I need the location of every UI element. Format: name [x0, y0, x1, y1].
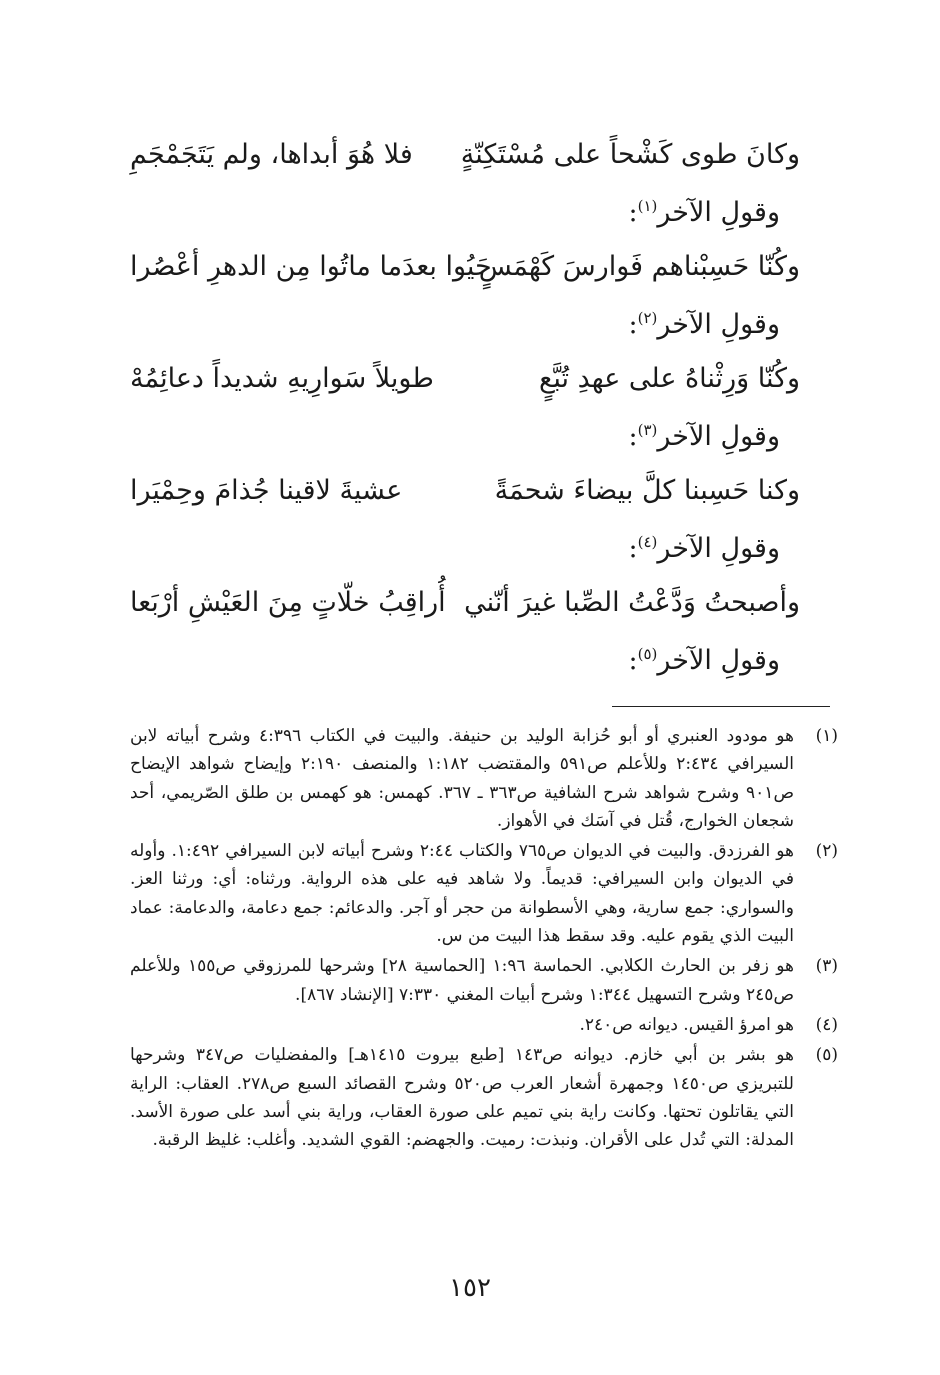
footnote-separator	[612, 706, 830, 707]
verse-5-intro	[130, 527, 800, 583]
verse-4-intro	[130, 415, 800, 471]
verse-4	[130, 471, 800, 527]
footnote-number: (١)	[815, 726, 838, 746]
footnote-text: هو الفرزدق. والبيت في الديوان ص٧٦٥ والكتاب ٢:٤٤ وشرح أبياته لابن السيرافي ١:٤٩٢. وأوله في الديوان وابن السيرافي: قديماً. ولا شاهد فيه على هذه الرواية. ورثناه: أي: ورثنا العز. والسواري: جمع سارية، وهي الأسطوانة من حجر أو آجر. والدعائم: جمع دعامة، والدعامة: عماد البيت الذي يقوم عليه. وقد سقط هذا البيت من س.	[130, 841, 795, 947]
footnote-text: هو زفر بن الحارث الكلابي. الحماسة ١:٩٦ [الحماسية ٢٨] وشرحها للمرزوقي ص١٥٥ وللأعلم ص٢٤٥ وشرح التسهيل ١:٣٤٤ وشرح أبيات المغني ٧:٣٣٠ [الإنشاد ٨٦٧].	[130, 956, 794, 1005]
verse-5-first-hemistich: وأصبحتُ وَدَّعْتُ الصِّبا غيرَ أنّني	[464, 587, 800, 618]
verse-2-first-hemistich: وكُنّا حَسِبْناهم فَوارسَ كَهْمَسٍ	[478, 251, 800, 282]
footnotes	[130, 722, 838, 1156]
intro-colon: :	[628, 533, 638, 564]
footnote-number: (٣)	[815, 956, 838, 977]
footnote-number: (٢)	[815, 841, 838, 862]
footnote-ref: (١)	[637, 197, 658, 215]
footnote-text: هو امرؤ القيس. ديوانه ص٢٤٠.	[579, 1014, 794, 1035]
verse-2-intro	[130, 191, 800, 247]
verse-2	[130, 247, 800, 303]
footnote-number: (٥)	[815, 1045, 838, 1066]
intro-label: وقولِ الآخر	[657, 421, 780, 452]
footnote-number: (٤)	[815, 1014, 838, 1035]
footnote-3	[130, 952, 838, 1009]
verse-4-second-hemistich: عشيةَ لاقينا جُذامَ وحِمْيَرا	[130, 475, 403, 506]
verse-1-second-hemistich: فلا هُوَ أبداها، ولم يَتَجَمْجَمِ	[130, 139, 413, 170]
footnote-ref: (٤)	[637, 533, 658, 551]
intro-colon: :	[628, 309, 638, 340]
verse-1	[130, 135, 800, 191]
footnote-ref: (٣)	[637, 421, 658, 439]
next-verse-intro	[130, 639, 800, 695]
verse-1-first-hemistich: وكانَ طوى كَشْحاً على مُسْتَكِنّةٍ	[460, 139, 800, 170]
intro-label: وقولِ الآخر	[657, 197, 780, 228]
verse-3-first-hemistich: وكُنّا وَرِثْناهُ على عهدِ تُبَّعٍ	[538, 363, 800, 394]
verse-3	[130, 359, 800, 415]
verse-4-first-hemistich: وكنا حَسِبنا كلَّ بيضاءَ شحمَةً	[494, 475, 800, 506]
verse-3-second-hemistich: طويلاً سَوارِيهِ شديداً دعائِمُهْ	[130, 363, 434, 394]
verse-5	[130, 583, 800, 639]
footnote-text: هو بشر بن أبي خازم. ديوانه ص١٤٣ [طبع بيروت ١٤١٥هـ] والمفضليات ص٣٤٧ وشرحها للتبريزي ص١٤٥٠ وجمهرة أشعار العرب ص٥٢٠ وشرح القصائد السبع ص٢٧٨. العقاب: الراية التي يقاتلون تحتها. وكانت راية بني تميم على صورة العقاب، وراية بني أسد على صورة الأسد. المدلة: التي تُدل على الأقران. ونبذت: رميت. والجهضم: القوي الشديد. وأغلب: غليظ الرقبة.	[130, 1045, 794, 1151]
footnote-ref: (٥)	[637, 645, 658, 663]
poetry-verses	[130, 135, 800, 695]
footnote-ref: (٢)	[637, 309, 658, 327]
verse-2-second-hemistich: حَيُوا بعدَما ماتُوا مِن الدهرِ أعْصُرا	[130, 251, 492, 282]
intro-colon: :	[628, 197, 638, 228]
intro-label: وقولِ الآخر	[657, 309, 780, 340]
verse-3-intro	[130, 303, 800, 359]
footnote-text: هو مودود العنبري أو أبو حُزابة الوليد بن حنيفة. والبيت في الكتاب ٤:٣٩٦ وشرح أبياته لابن السيرافي ٢:٤٣٤ وللأعلم ص٥٩١ والمقتضب ١:١٨٢ والمنصف ٢:١٩٠ وإيضاح شواهد الإيضاح ص٩٠١ وشرح شواهد شرح الشافية ص٣٦٣ ـ ٣٦٧. كهمس: هو كهمس بن طلق الصّريمي، أحد شجعان الخوارج، قُتل في آسَك في الأهواز.	[130, 726, 794, 831]
page-number: ١٥٢	[449, 1273, 491, 1303]
intro-colon: :	[628, 645, 638, 676]
footnote-5	[130, 1041, 838, 1154]
footnote-4	[130, 1011, 838, 1039]
intro-label: وقولِ الآخر	[657, 645, 780, 676]
footnote-2	[130, 837, 838, 950]
verse-5-second-hemistich: أُراقِبُ خلّاتٍ مِنَ العَيْشِ أرْبَعا	[130, 587, 446, 618]
intro-label: وقولِ الآخر	[657, 533, 780, 564]
footnote-1	[130, 722, 838, 835]
intro-colon: :	[628, 421, 638, 452]
